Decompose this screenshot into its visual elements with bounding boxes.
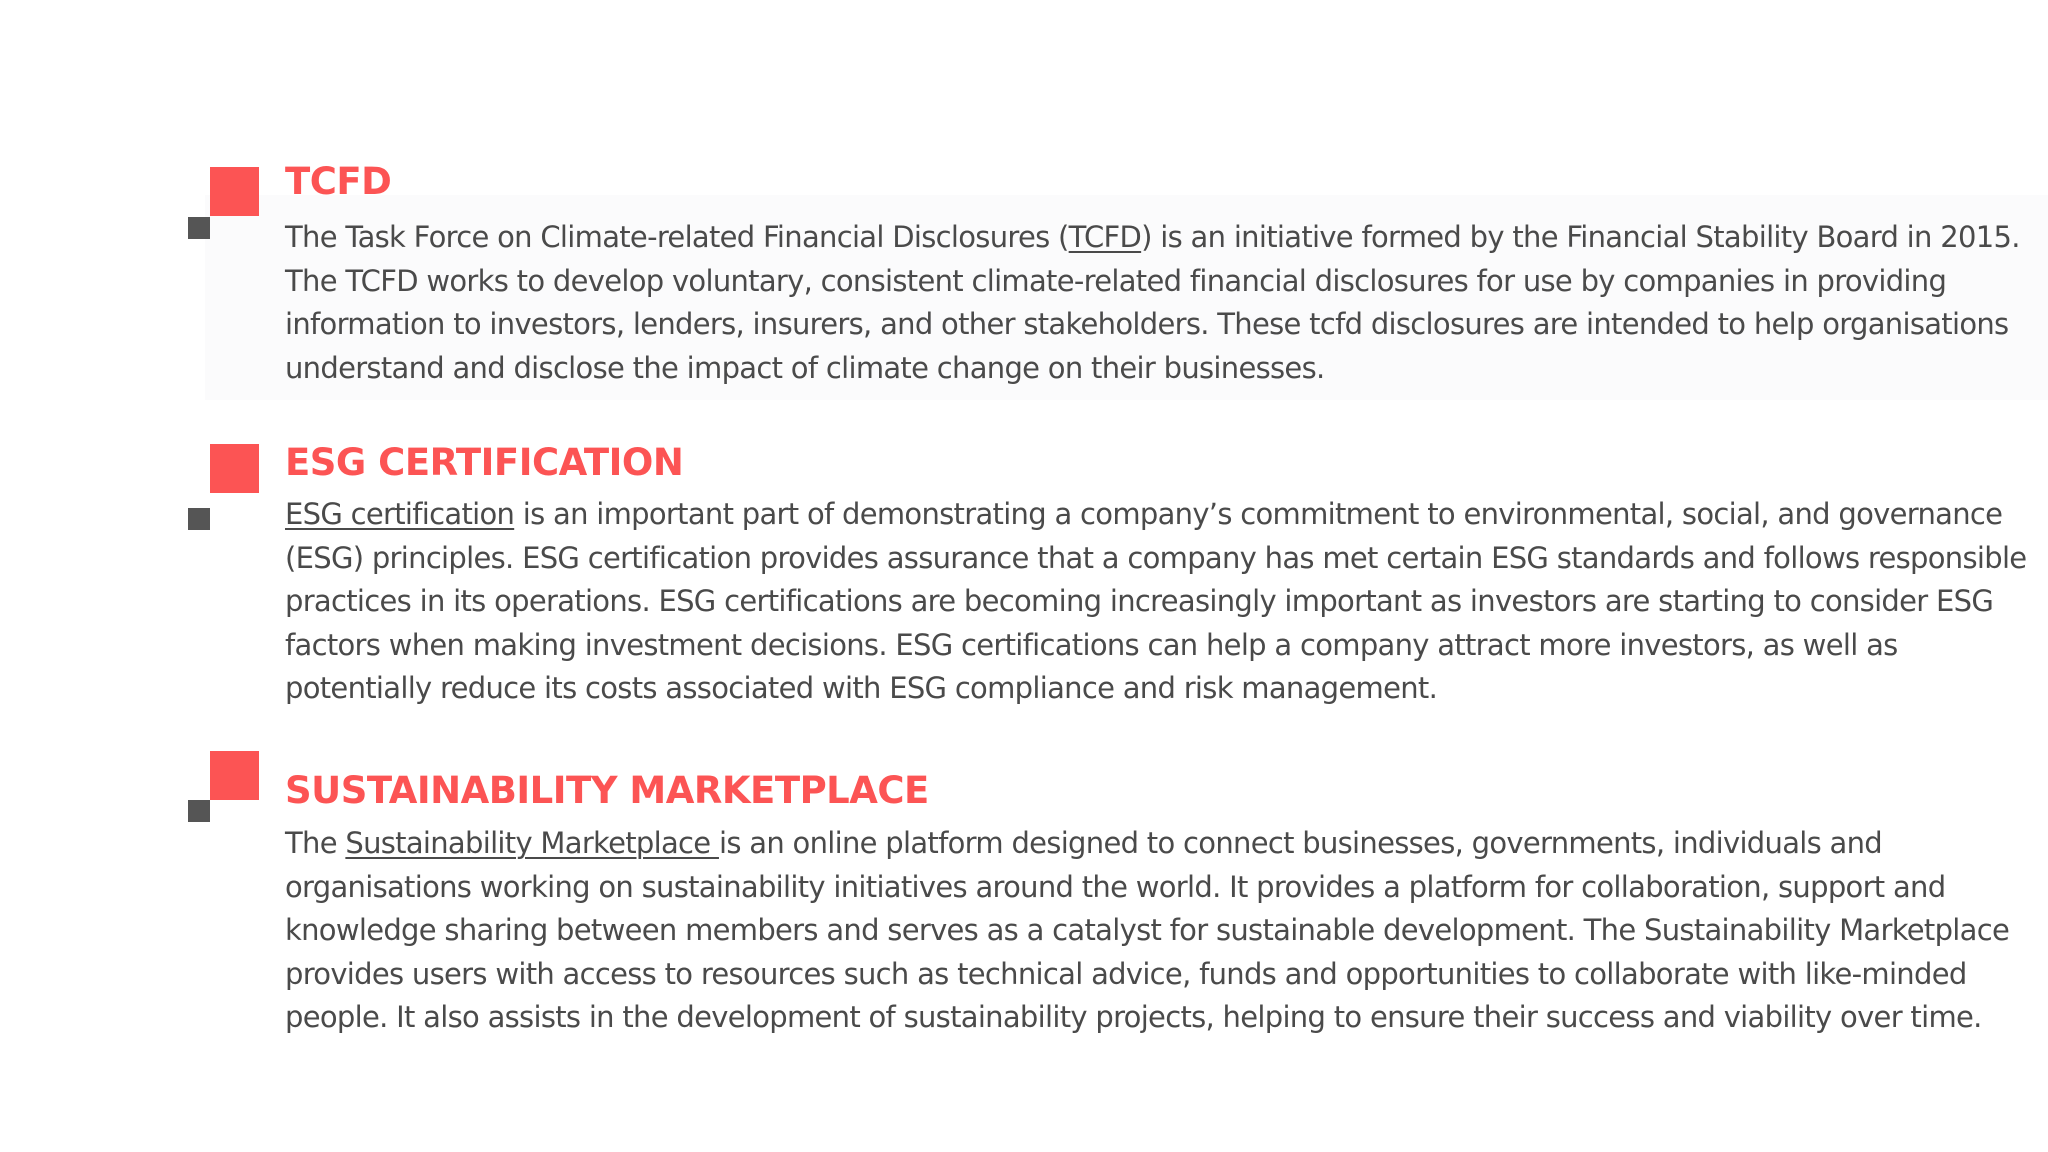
red-square-marker [210,751,259,800]
paragraph-text: The [285,826,346,860]
section-paragraph-esg-certification [285,493,2045,711]
section-heading-esg-certification: ESG CERTIFICATION [285,441,684,484]
red-square-marker [210,444,259,493]
section-paragraph-sustainability-marketplace [285,822,2045,1040]
inline-link[interactable]: Sustainability Marketplace [345,826,719,860]
gray-square-marker [188,508,210,530]
paragraph-text: ) is an initiative formed by the Financial Stability Board in 2015. The TCFD works to develop voluntary, consistent climate-related financial disclosures for use by companies in providing information to investors, lenders, insurers, and other stakeholders. These tcfd disclosures are intended to help organisations understand and disclose the impact of climate change on their businesses. [285,220,2020,385]
red-square-marker [210,167,259,216]
section-heading-sustainability-marketplace: SUSTAINABILITY MARKETPLACE [285,769,929,812]
inline-link[interactable]: ESG certification [285,497,515,531]
gray-square-marker [188,217,210,239]
section-heading-tcfd: TCFD [285,160,392,203]
paragraph-text: The Task Force on Climate-related Financial Disclosures ( [285,220,1069,254]
inline-link[interactable]: TCFD [1068,220,1142,254]
paragraph-text: is an online platform designed to connect businesses, governments, individuals and organisations working on sustainability initiatives around the world. It provides a platform for collaboration, support and knowledge sharing between members and serves as a catalyst for sustainable development. The Sustainability Marketplace provides users with access to resources such as technical advice, funds and opportunities to collaborate with like-minded people. It also assists in the development of sustainability projects, helping to ensure their success and viability over time. [285,826,2010,1035]
gray-square-marker [188,800,210,822]
paragraph-text: is an important part of demonstrating a company’s commitment to environmental, social, and governance (ESG) principles. ESG certification provides assurance that a company has met certain ESG standards and follows responsible practices in its operations. ESG certifications are becoming increasingly important as investors are starting to consider ESG factors when making investment decisions. ESG certifications can help a company attract more investors, as well as potentially reduce its costs associated with ESG compliance and risk management. [285,497,2027,706]
section-paragraph-tcfd [285,216,2045,390]
